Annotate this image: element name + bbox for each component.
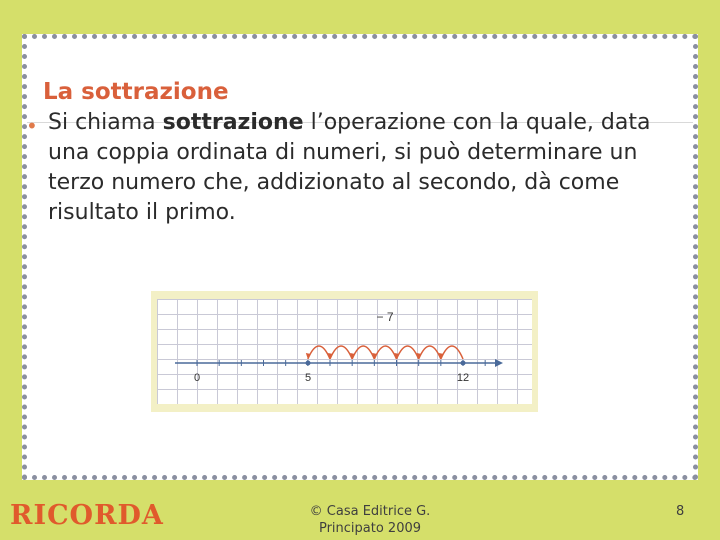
number-line-svg xyxy=(157,299,532,404)
number-line-figure xyxy=(151,291,538,412)
copyright-line-1: © Casa Editrice G. xyxy=(309,504,431,519)
slide-frame xyxy=(22,34,698,480)
bullet-rest: l’operazione con la quale, data una coppia ordinata di numeri, si può determinare un terzo numero che, addizionato al secondo, dà come risultato il primo. xyxy=(48,110,651,225)
jump-arc-6 xyxy=(308,346,330,359)
point-12 xyxy=(461,361,466,366)
jump-arc-8 xyxy=(352,346,374,359)
jump-arcs xyxy=(306,346,463,359)
copyright-notice xyxy=(290,503,450,537)
grid-paper xyxy=(157,299,532,404)
copyright-line-2: Principato 2009 xyxy=(318,521,422,536)
label-5: 5 xyxy=(304,372,312,384)
jump-arc-11 xyxy=(419,346,441,359)
slide-title: La sottrazione xyxy=(43,79,229,105)
jump-arc-7 xyxy=(330,346,352,359)
bullet-bold-term: sottrazione xyxy=(162,110,304,135)
jump-label: − 7 xyxy=(376,310,394,324)
bullet-text xyxy=(48,108,658,228)
bullet-paragraph xyxy=(28,108,658,228)
jump-arc-12 xyxy=(441,346,463,359)
jump-arrowhead-icon xyxy=(306,353,311,359)
ricorda-logo: RICORDA xyxy=(10,500,164,531)
label-0: 0 xyxy=(193,372,201,384)
label-12: 12 xyxy=(456,372,470,384)
page-number: 8 xyxy=(676,504,685,519)
jump-arc-10 xyxy=(397,346,419,359)
bullet-prefix: Si chiama xyxy=(48,110,163,135)
jump-arc-9 xyxy=(374,346,396,359)
axis-arrow-icon xyxy=(495,359,503,367)
point-5 xyxy=(306,361,311,366)
bullet-dot-icon: • xyxy=(26,114,38,138)
